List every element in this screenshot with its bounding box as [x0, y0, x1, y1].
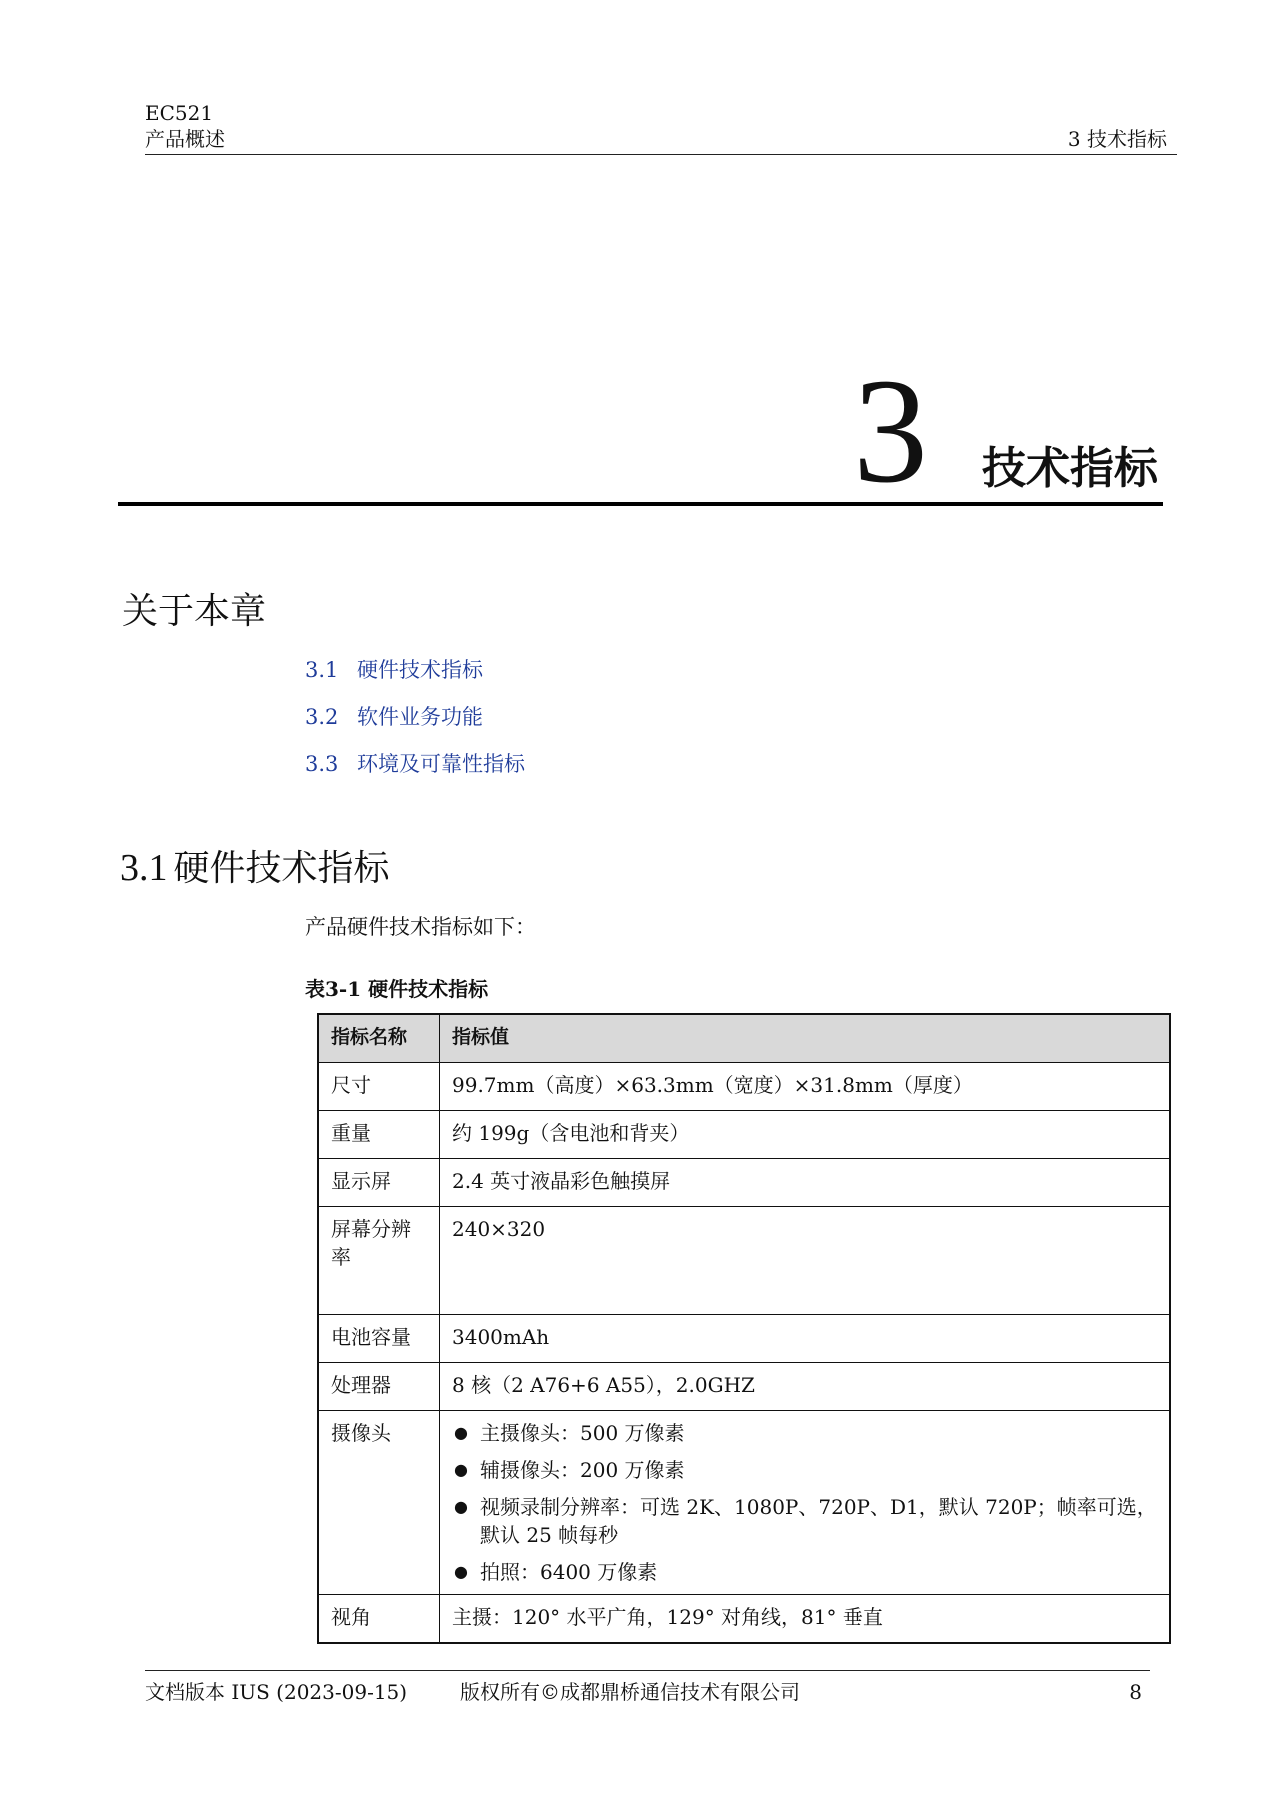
list-item [454, 1493, 1159, 1549]
spec-value-cell: 2.4 英寸液晶彩色触摸屏 [440, 1159, 1171, 1207]
header-spec-value: 指标值 [440, 1014, 1171, 1063]
toc-label: 软件业务功能 [357, 705, 483, 729]
header-product-code: EC521 [145, 101, 214, 125]
camera-spec-list [452, 1419, 1159, 1586]
table-row [318, 1159, 1170, 1207]
spec-name-cell: 电池容量 [318, 1315, 440, 1363]
list-item-text: 视频录制分辨率：可选 2K、1080P、720P、D1，默认 720P；帧率可选，默认 25 帧每秒 [480, 1495, 1157, 1547]
spec-value-cell: 约 199g（含电池和背夹） [440, 1111, 1171, 1159]
toc-number: 3.3 [305, 752, 339, 776]
toc-label: 环境及可靠性指标 [357, 752, 525, 776]
spec-value-cell: 主摄：120° 水平广角，129° 对角线，81° 垂直 [440, 1595, 1171, 1644]
toc-link-3-1[interactable] [305, 655, 525, 702]
table-row-camera [318, 1411, 1170, 1595]
table-header-row [318, 1014, 1170, 1063]
spec-name-cell: 视角 [318, 1595, 440, 1644]
header-doc-title: 产品概述 [145, 127, 225, 151]
hardware-spec-table [317, 1013, 1171, 1644]
list-item [454, 1558, 1159, 1586]
bullet-icon: ● [454, 1423, 468, 1442]
table-row [318, 1111, 1170, 1159]
section-number: 3.1 [120, 847, 168, 889]
table-row [318, 1363, 1170, 1411]
footer-doc-version: 文档版本 IUS (2023-09-15) [145, 1680, 408, 1704]
spec-value-cell: 240×320 [440, 1207, 1171, 1315]
header-chapter-ref: 3 技术指标 [1067, 127, 1167, 151]
footer-copyright: 版权所有©成都鼎桥通信技术有限公司 [460, 1680, 800, 1704]
chapter-number: 3 [853, 348, 928, 514]
table-row [318, 1063, 1170, 1111]
toc-number: 3.2 [305, 705, 339, 729]
spec-name-cell: 处理器 [318, 1363, 440, 1411]
toc-label: 硬件技术指标 [357, 658, 483, 682]
table-row [318, 1595, 1170, 1644]
list-item-text: 辅摄像头：200 万像素 [480, 1458, 685, 1482]
header-spec-name: 指标名称 [318, 1014, 440, 1063]
spec-name-cell: 重量 [318, 1111, 440, 1159]
chapter-title: 技术指标 [982, 443, 1158, 494]
spec-name-cell: 屏幕分辨率 [318, 1207, 440, 1315]
page-footer [145, 1670, 1150, 1711]
spec-value-cell: 99.7mm（高度）×63.3mm（宽度）×31.8mm（厚度） [440, 1063, 1171, 1111]
bullet-icon: ● [454, 1497, 468, 1516]
spec-name-cell: 显示屏 [318, 1159, 440, 1207]
table-row [318, 1315, 1170, 1363]
spec-value-cell: 3400mAh [440, 1315, 1171, 1363]
spec-name-cell: 尺寸 [318, 1063, 440, 1111]
toc-number: 3.1 [305, 658, 339, 682]
toc-link-3-3[interactable] [305, 749, 525, 796]
spec-name-cell: 摄像头 [318, 1411, 440, 1595]
chapter-banner [118, 348, 1163, 514]
footer-page-number: 8 [1129, 1680, 1142, 1704]
table-caption: 表3-1 硬件技术指标 [305, 977, 489, 1001]
toc-link-3-2[interactable] [305, 702, 525, 749]
list-item-text: 拍照：6400 万像素 [480, 1560, 658, 1584]
section-heading-3-1 [120, 846, 390, 891]
bullet-icon: ● [454, 1562, 468, 1581]
list-item [454, 1419, 1159, 1447]
spec-value-cell [440, 1411, 1171, 1595]
about-chapter-heading: 关于本章 [122, 591, 267, 632]
bullet-icon: ● [454, 1460, 468, 1479]
chapter-toc [305, 655, 525, 796]
list-item [454, 1456, 1159, 1484]
table-row [318, 1207, 1170, 1315]
list-item-text: 主摄像头：500 万像素 [480, 1421, 685, 1445]
section-intro-text: 产品硬件技术指标如下： [305, 915, 536, 939]
section-title: 硬件技术指标 [173, 848, 390, 889]
page-header [145, 100, 1177, 155]
spec-value-cell: 8 核（2 A76+6 A55），2.0GHZ [440, 1363, 1171, 1411]
